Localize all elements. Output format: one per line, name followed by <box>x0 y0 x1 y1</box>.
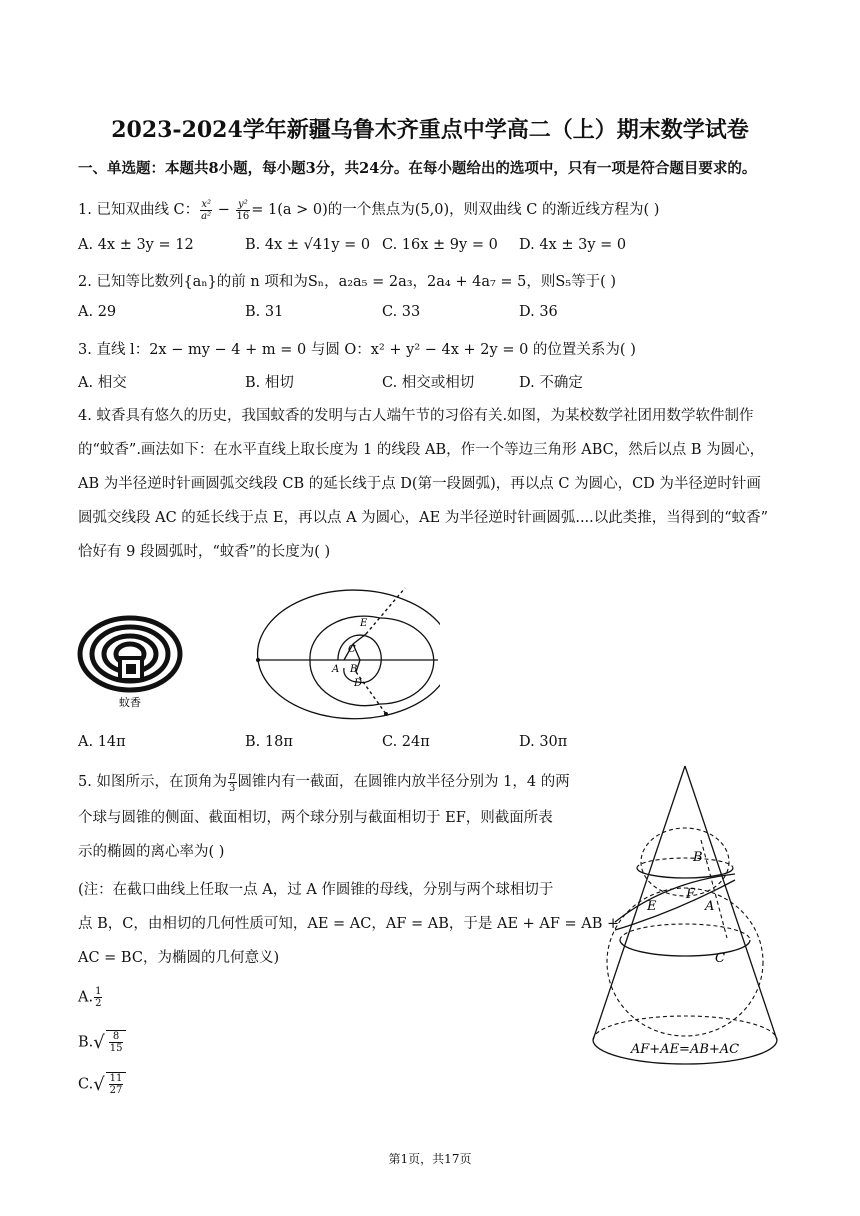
q4-option-d: D. 30π <box>519 734 568 750</box>
coil-caption: 蚊香 <box>119 696 141 709</box>
label-d: D <box>354 678 363 689</box>
cone-diagram <box>585 762 785 1068</box>
cone-label-f: F <box>686 887 696 902</box>
question-4-line-3: AB 为半径逆时针画圆弧交线段 CB 的延长线于点 D(第一段圆弧)，再以点 C 为圆心，CD 为半径逆时针画 <box>78 476 761 492</box>
cone-caption: AF+AE=AB+AC <box>630 1042 740 1057</box>
section-heading: 一、单选题：本题共8小题，每小题3分，共24分。在每小题给出的选项中，只有一项是符合题目要求的。 <box>78 160 757 177</box>
question-5-line-5: 点 B，C，由相切的几何性质可知，AE = AC，AF = AB，于是 AE + AF = AB + <box>78 916 620 932</box>
label-b: B <box>350 664 358 675</box>
q3-option-d: D. 不确定 <box>519 375 583 391</box>
question-5-line-6: AC = BC，为椭圆的几何意义) <box>78 950 280 966</box>
question-5-line-2: 个球与圆锥的侧面、截面相切，两个球分别与截面相切于 EF，则截面所表 <box>78 810 553 826</box>
label-a: A <box>332 664 340 675</box>
question-1-stem: 1. 已知双曲线 C： $\frac{\text{x²}}{\text{a²}}$ − $\frac{\text{y²}}{16}$ = 1(a > 0)的一个焦点为(5,0)，则双曲线 C 的渐近线方程为( ) <box>78 198 660 222</box>
q2-option-d: D. 36 <box>519 304 558 320</box>
cone-label-b: B <box>693 850 703 865</box>
cone-label-a: A <box>705 899 715 914</box>
question-4-line-4: 圆弧交线段 AC 的延长线于点 E，再以点 A 为圆心，AE 为半径逆时针画圆弧....以此类推，当得到的“蚊香” <box>78 510 769 526</box>
q2-option-c: C. 33 <box>382 304 421 320</box>
page-footer: 第1页，共17页 <box>388 1152 472 1166</box>
question-5-line-3: 示的椭圆的离心率为( ) <box>78 844 225 860</box>
question-3-stem: 3. 直线 l：2x − my − 4 + m = 0 与圆 O：x² + y² − 4x + 2y = 0 的位置关系为( ) <box>78 342 636 358</box>
q2-option-a: A. 29 <box>78 304 117 320</box>
mosquito-coil-photo <box>76 612 184 712</box>
question-2-stem: 2. 已知等比数列{aₙ}的前 n 项和为Sₙ，a₂a₅ = 2a₃，2a₄ + 4a₇ = 5，则S₅等于( ) <box>78 274 617 290</box>
cone-label-c: C <box>715 951 725 966</box>
q4-option-c: C. 24π <box>382 734 430 750</box>
question-4-line-1: 4. 蚊香具有悠久的历史，我国蚊香的发明与古人端午节的习俗有关.如图，为某校数学社团用数学软件制作 <box>78 408 754 424</box>
q5-option-b: B.√ $\frac{8}{15}$ <box>78 1030 126 1054</box>
q3-option-a: A. 相交 <box>78 375 127 391</box>
cone-label-e: E <box>647 899 657 914</box>
spiral-diagram <box>240 586 440 726</box>
question-5-line-4: (注：在截口曲线上任取一点 A，过 A 作圆锥的母线，分别与两个球相切于 <box>78 882 554 898</box>
label-e: E <box>360 618 368 629</box>
q4-option-a: A. 14π <box>78 734 126 750</box>
question-4-line-5: 恰好有 9 段圆弧时，“蚊香”的长度为( ) <box>78 544 331 560</box>
q5-option-c: C.√ $\frac{11}{27}$ <box>78 1072 126 1096</box>
q1-option-b: B. 4x ± √41y = 0 <box>245 237 371 253</box>
q1-option-d: D. 4x ± 3y = 0 <box>519 237 627 253</box>
page-title: 2023-2024学年新疆乌鲁木齐重点中学高二（上）期末数学试卷 <box>111 117 749 143</box>
q4-option-b: B. 18π <box>245 734 293 750</box>
q1-option-a: A. 4x ± 3y = 12 <box>78 237 194 253</box>
q5-option-a: A. $\frac{1}{2}$ <box>78 986 102 1009</box>
q3-option-b: B. 相切 <box>245 375 294 391</box>
label-c: C <box>348 644 356 655</box>
q1-option-c: C. 16x ± 9y = 0 <box>382 237 498 253</box>
question-5-line-1: 5. 如图所示，在顶角为 $\frac{\pi}{3}$ 圆锥内有一截面，在圆锥内放半径分别为 1，4 的两 <box>78 770 570 794</box>
q2-option-b: B. 31 <box>245 304 284 320</box>
q3-option-c: C. 相交或相切 <box>382 375 475 391</box>
question-4-line-2: 的“蚊香”.画法如下：在水平直线上取长度为 1 的线段 AB，作一个等边三角形 ABC，然后以点 B 为圆心， <box>78 442 765 458</box>
